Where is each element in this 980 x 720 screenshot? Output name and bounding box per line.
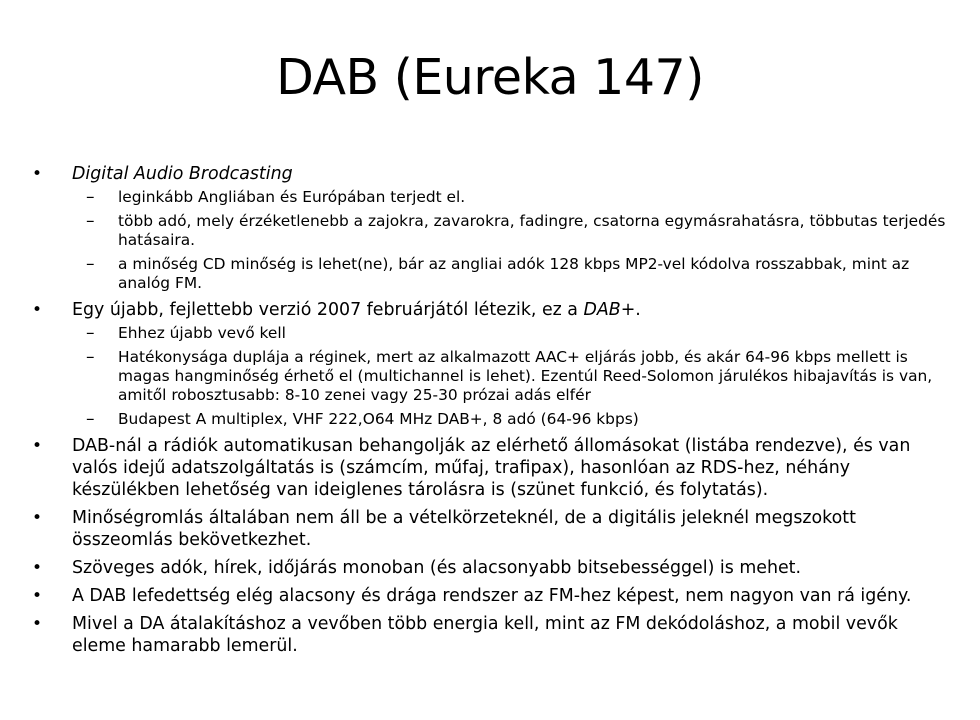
sub-bullet-text: Hatékonysága duplája a réginek, mert az alkalmazott AAC+ eljárás jobb, és akár 64-96 kbps mellett is magas hangminőség érhető el (multichannel is lehet). Ezentúl Reed-Solomon járulékos hibajavítás is van, amitől robosztusabb: 8-10 zenei vagy 25-30 prózai adás elfér bbox=[118, 348, 933, 404]
bullet-item bbox=[30, 299, 950, 429]
bullet-marker: • bbox=[32, 558, 43, 578]
sub-bullet-item bbox=[72, 324, 950, 343]
bullet-text: Egy újabb, fejlettebb verzió 2007 februárjától létezik, ez a bbox=[72, 300, 584, 320]
sub-bullet-list bbox=[72, 324, 950, 429]
sub-bullet-item bbox=[72, 410, 950, 429]
sub-bullet-marker: – bbox=[86, 323, 95, 343]
bullet-text: Mivel a DA átalakításhoz a vevőben több energia kell, mint az FM dekódoláshoz, a mobil vevők eleme hamarabb lemerül. bbox=[72, 614, 898, 656]
sub-bullet-text: leginkább Angliában és Európában terjedt el. bbox=[118, 188, 466, 206]
sub-bullet-item bbox=[72, 348, 950, 405]
bullet-item bbox=[30, 557, 950, 579]
bullet-item bbox=[30, 585, 950, 607]
sub-bullet-text: a minőség CD minőség is lehet(ne), bár az angliai adók 128 kbps MP2-vel kódolva rosszabbak, mint az analóg FM. bbox=[118, 255, 910, 292]
bullet-text-end: . bbox=[635, 300, 641, 320]
bullet-marker: • bbox=[32, 436, 43, 456]
sub-bullet-marker: – bbox=[86, 254, 95, 274]
sub-bullet-marker: – bbox=[86, 347, 95, 367]
sub-bullet-marker: – bbox=[86, 211, 95, 231]
bullet-item bbox=[30, 163, 950, 293]
bullet-text: Digital Audio Brodcasting bbox=[72, 164, 293, 184]
sub-bullet-list bbox=[72, 188, 950, 293]
bullet-list bbox=[30, 163, 950, 663]
sub-bullet-text: Ehhez újabb vevő kell bbox=[118, 324, 286, 342]
sub-bullet-marker: – bbox=[86, 187, 95, 207]
bullet-item bbox=[30, 507, 950, 551]
bullet-text: A DAB lefedettség elég alacsony és drága rendszer az FM-hez képest, nem nagyon van rá igény. bbox=[72, 586, 912, 606]
bullet-text: DAB-nál a rádiók automatikusan behangolják az elérhető állomásokat (listába rendezve), és van valós idejű adatszolgáltatás is (számcím, műfaj, trafipax), hasonlóan az RDS-hez, néhány készülékben lehetőség van ideiglenes tárolásra is (szünet funkció, és folytatás). bbox=[72, 436, 911, 500]
slide-title: DAB (Eureka 147) bbox=[276, 49, 704, 106]
sub-bullet-marker: – bbox=[86, 409, 95, 429]
sub-bullet-text: több adó, mely érzéketlenebb a zajokra, zavarokra, fadingre, csatorna egymásrahatásra, többutas terjedés hatásaira. bbox=[118, 212, 946, 249]
sub-bullet-item bbox=[72, 188, 950, 207]
sub-bullet-item bbox=[72, 212, 950, 250]
sub-bullet-item bbox=[72, 255, 950, 293]
bullet-text-italic: DAB+ bbox=[583, 300, 636, 320]
bullet-marker: • bbox=[32, 508, 43, 528]
bullet-marker: • bbox=[32, 164, 43, 184]
bullet-marker: • bbox=[32, 586, 43, 606]
bullet-item bbox=[30, 613, 950, 657]
bullet-text: Minőségromlás általában nem áll be a vételkörzeteknél, de a digitális jeleknél megszokott összeomlás bekövetkezhet. bbox=[72, 508, 856, 550]
bullet-marker: • bbox=[32, 300, 43, 320]
bullet-item bbox=[30, 435, 950, 501]
sub-bullet-text: Budapest A multiplex, VHF 222,O64 MHz DAB+, 8 adó (64-96 kbps) bbox=[118, 410, 639, 428]
bullet-marker: • bbox=[32, 614, 43, 634]
bullet-text: Szöveges adók, hírek, időjárás monoban (és alacsonyabb bitsebességgel) is mehet. bbox=[72, 558, 802, 578]
